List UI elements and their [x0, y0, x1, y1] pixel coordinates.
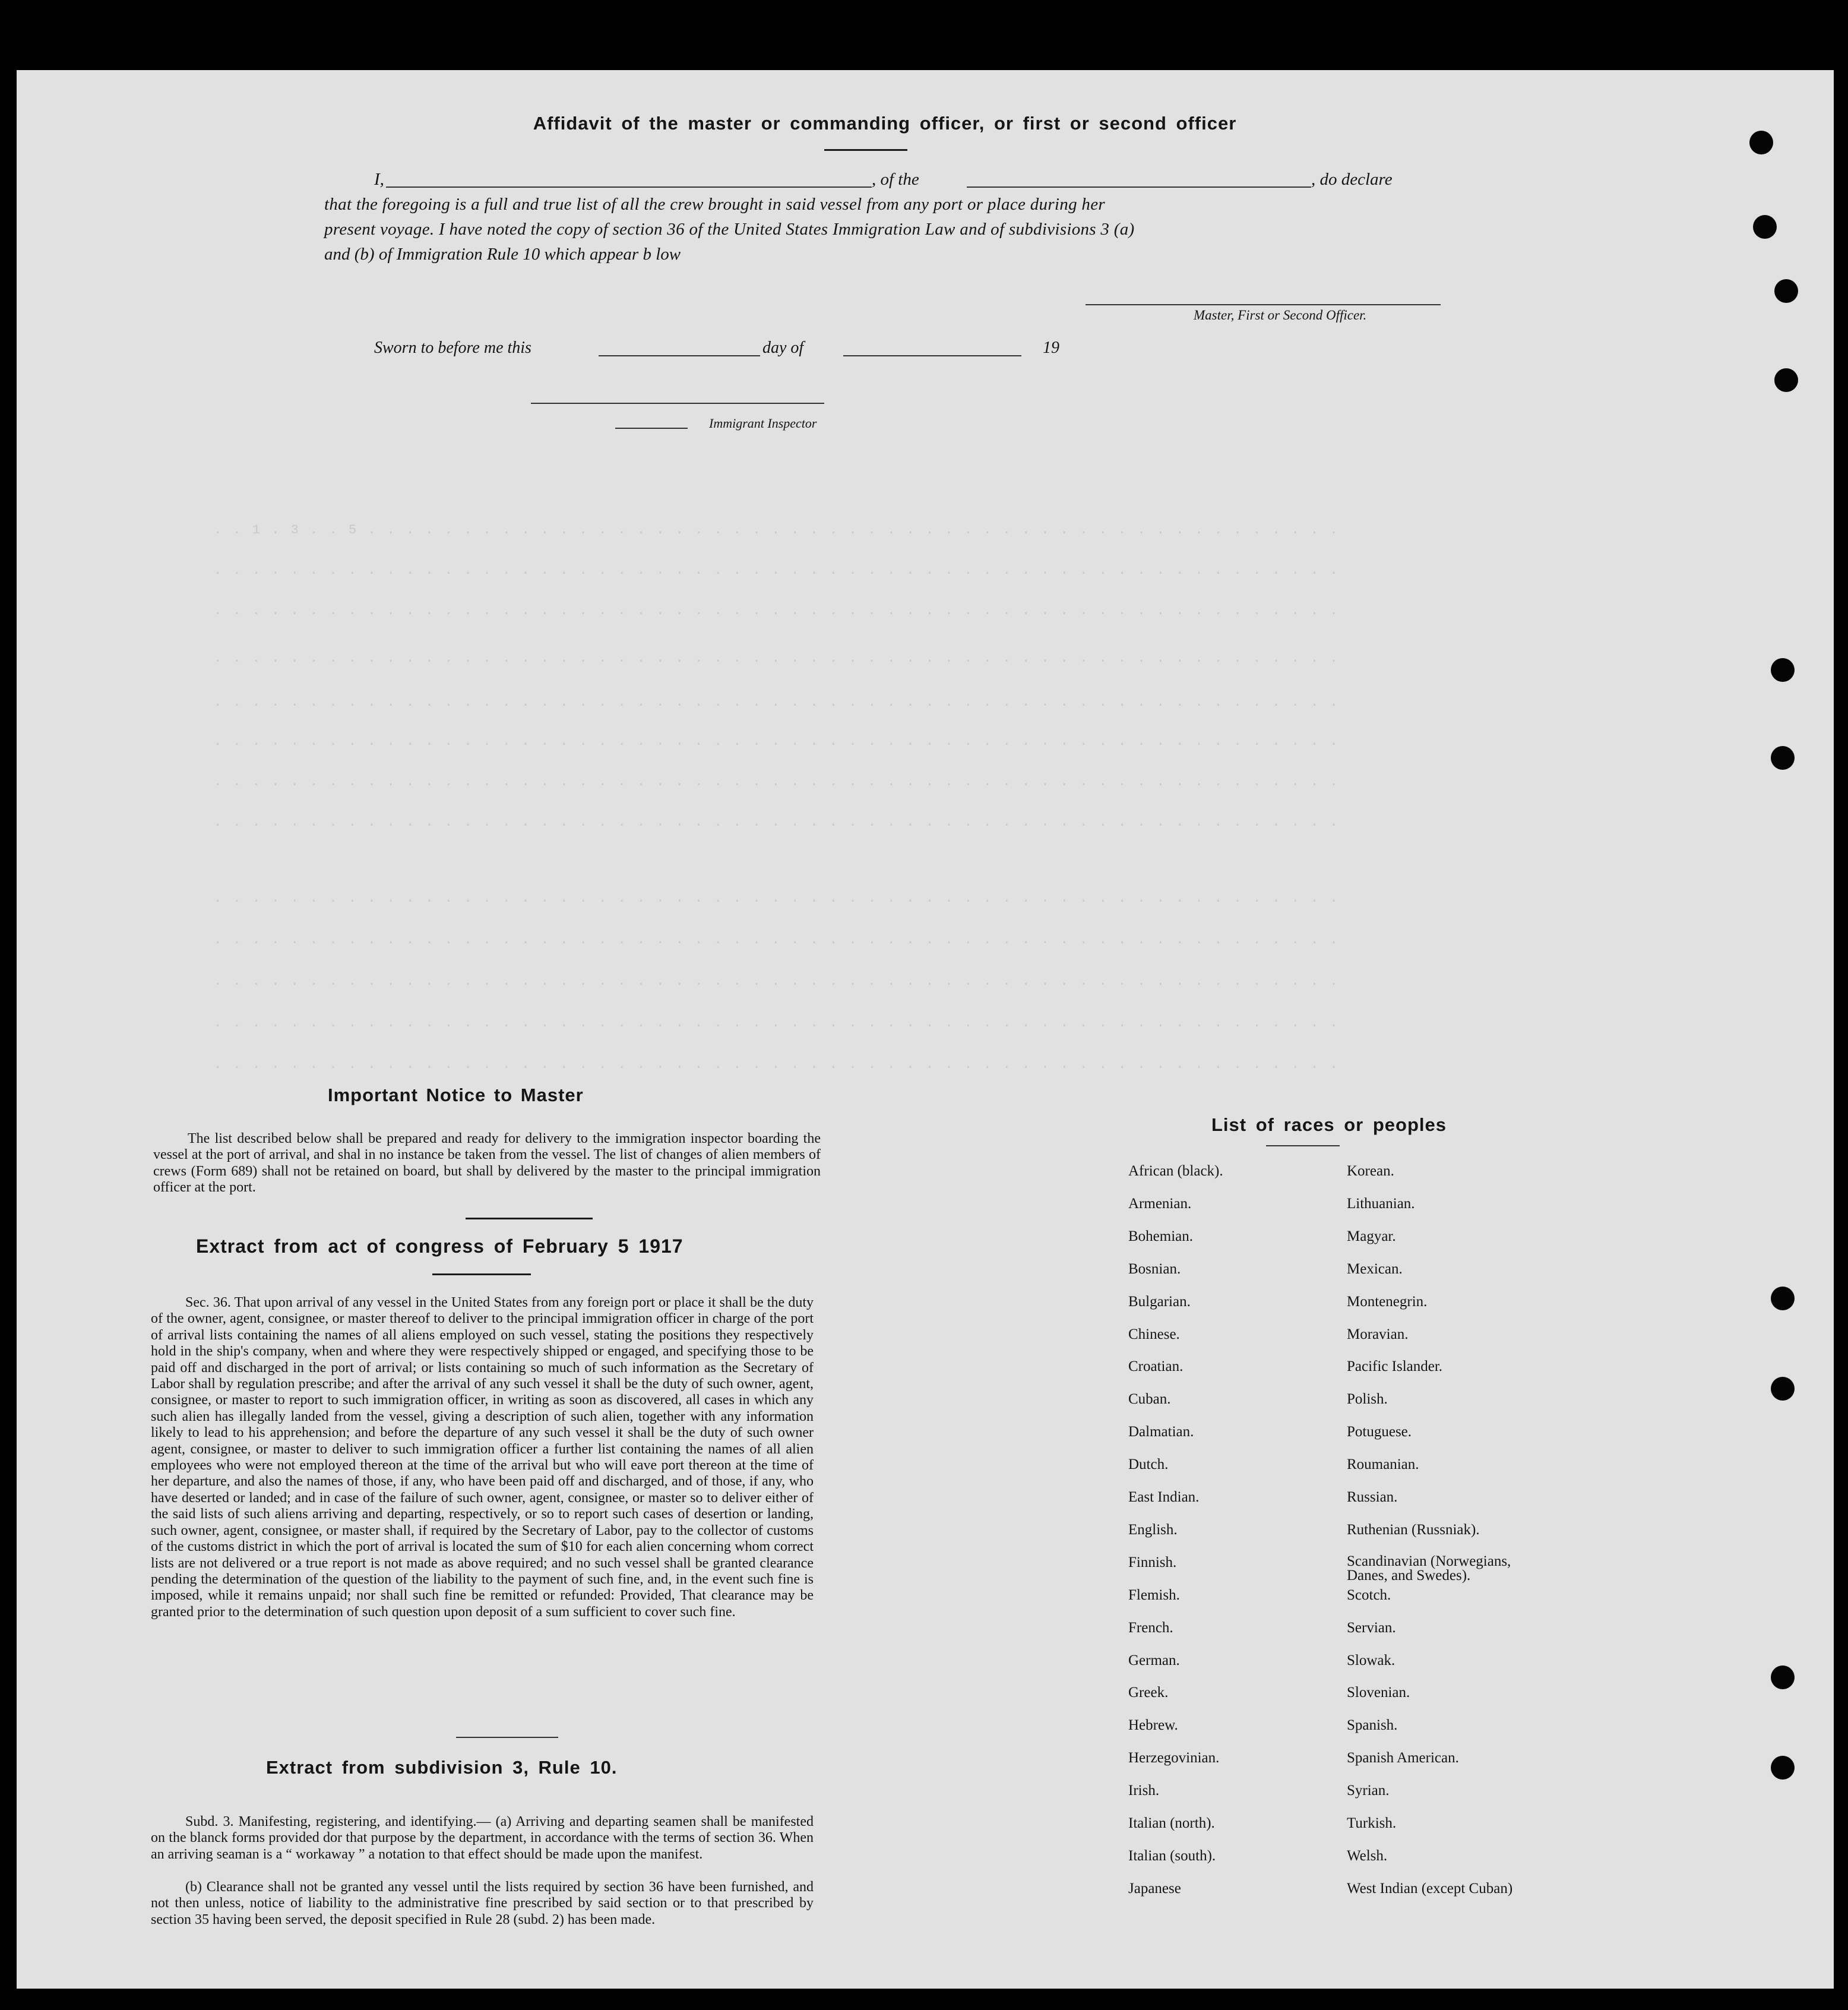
race-item-left: Dalmatian.: [1128, 1424, 1194, 1440]
affidavit-line-4: and (b) of Immigration Rule 10 which appear b low: [324, 245, 681, 264]
race-item-left: English.: [1128, 1521, 1178, 1538]
inspector-signature-line-short: [615, 428, 688, 429]
race-item-right: Syrian.: [1347, 1783, 1390, 1799]
race-item-left: Armenian.: [1128, 1195, 1192, 1212]
punch-hole: [1771, 746, 1795, 770]
race-item-right: Magyar.: [1347, 1228, 1396, 1244]
race-item-right: Slowak.: [1347, 1652, 1396, 1668]
race-item-left: Italian (north).: [1128, 1815, 1215, 1831]
race-item-left: Chinese.: [1128, 1326, 1180, 1342]
race-item-right: Roumanian.: [1347, 1456, 1419, 1473]
affidavit-title: Affidavit of the master or commanding officer, or first or second officer: [533, 113, 1237, 134]
race-item-right: Turkish.: [1347, 1815, 1397, 1831]
punch-hole: [1774, 279, 1798, 303]
race-item-right: Montenegrin.: [1347, 1293, 1428, 1310]
declarant-name-field[interactable]: [386, 187, 872, 188]
race-item-left: German.: [1128, 1652, 1180, 1668]
race-item-left: Herzegovinian.: [1128, 1750, 1220, 1766]
race-item-left: East Indian.: [1128, 1489, 1200, 1505]
affidavit-line-2: that the foregoing is a full and true list of all the crew brought in said vessel from any port or place during her: [324, 195, 1105, 214]
race-item-right: Moravian.: [1347, 1326, 1409, 1342]
sworn-year-label: 19: [1043, 339, 1059, 357]
punch-hole: [1771, 658, 1795, 682]
race-item-left: Hebrew.: [1128, 1717, 1178, 1734]
race-item-right: Russian.: [1347, 1489, 1398, 1505]
race-item-left: Bulgarian.: [1128, 1293, 1191, 1310]
extract-act-text: Sec. 36. That upon arrival of any vessel in the United States from any foreign port or place it shall be the duty of the owner, agent, consignee, or master thereof to deliver to the principal immigration officer in charge of the port of arrival lists containing the names of all aliens employed on such vessel, stating the positions they respectively hold in the ship's company, when and where they were respectively shipped or engaged, and specifying those to be paid off and discharged in the port of arrival; or lists containing so much of such information as the Secretary of Labor shall by regulation prescribe; and after the arrival of any such vessel it shall be the duty of such owner, agent, consignee, or master to report to such immigration officer, in writing as soon as discovered, all cases in which any such alien has illegally landed from the vessel, giving a description of such alien, together with any information likely to lead to his apprehension; and before the departure of any such vessel it shall be the duty of such owner agent, consignee, or master to deliver to such immigration officer a further list containing the names of all alien employees who were not employed thereon at the time of the arrival but who will eave port thereon at the time of her departure, and also the names of those, if any, who have been paid off and discharged, and of those, if any, who have deserted or landed; and in case of the failure of such owner, agent, consignee, or master so to deliver either of the said lists of such aliens arriving and departing, respectively, or so to report such cases of desertion or landing, such owner, agent, consignee, or master shall, if required by the Secretary of Labor, pay to the collector of customs of the customs district in which the port of arrival is located the sum of $10 for each alien concerning whom correct lists are not delivered or a true report is not made as above required; and no such vessel shall be granted clearance pending the determination of the question of the liability to the payment of such fine, and, in the event such fine is imposed, while it remains unpaid; nor shall such fine be remitted or refunded: Provided, That clearance may be granted prior to the determination of such question upon deposit of a sum sufficient to cover such fine.: [151, 1295, 814, 1620]
affidavit-of-the-label: , of the: [872, 170, 919, 189]
affidavit-line-3: present voyage. I have noted the copy of section 36 of the United States Immigration Law and of subdivisions 3 (a): [324, 220, 1135, 239]
race-item-right: Korean.: [1347, 1163, 1394, 1179]
race-item-right: Lithuanian.: [1347, 1195, 1415, 1212]
race-item-left: Bosnian.: [1128, 1260, 1181, 1277]
race-item-right: Polish.: [1347, 1391, 1388, 1408]
sworn-before-label: Sworn to before me this: [374, 339, 531, 357]
races-title: List of races or peoples: [1211, 1114, 1447, 1135]
race-item-left: Cuban.: [1128, 1391, 1171, 1408]
race-item-left: Croatian.: [1128, 1358, 1184, 1375]
punch-hole: [1771, 1377, 1795, 1401]
race-item-right: Spanish.: [1347, 1717, 1398, 1734]
race-item-left: African (black).: [1128, 1163, 1223, 1179]
race-item-right: Welsh.: [1347, 1847, 1388, 1864]
race-item-right: Spanish American.: [1347, 1750, 1459, 1766]
race-item-right: Potuguese.: [1347, 1424, 1412, 1440]
race-item-left: French.: [1128, 1619, 1173, 1636]
extract-rule-para-a: Subd. 3. Manifesting, registering, and identifying.— (a) Arriving and departing seamen shall be manifested on the blanck forms provided dor that purpose by the department, in accordance with the terms of section 36. When an arriving seaman is a “ workaway ” a notation to that effect should be made upon the manifest.: [151, 1814, 814, 1862]
punch-hole: [1771, 1287, 1795, 1310]
extract-act-title: Extract from act of congress of February 5 1917: [196, 1235, 683, 1257]
race-item-left: Japanese: [1128, 1880, 1181, 1897]
notice-title: Important Notice to Master: [328, 1085, 584, 1105]
extract-rule-title: Extract from subdivision 3, Rule 10.: [266, 1757, 618, 1778]
punch-hole: [1749, 131, 1773, 154]
race-item-left: Flemish.: [1128, 1586, 1180, 1603]
affidavit-i-label: I,: [374, 170, 384, 189]
inspector-label: Immigrant Inspector: [709, 416, 817, 431]
affidavit-declare-label: , do declare: [1311, 170, 1393, 189]
race-item-right: Scandinavian (Norwegians, Danes, and Swedes).: [1347, 1553, 1511, 1584]
race-item-left: Irish.: [1128, 1783, 1160, 1799]
race-item-right: Pacific Islander.: [1347, 1358, 1443, 1375]
punch-hole: [1774, 368, 1798, 392]
officer-signature-label: Master, First or Second Officer.: [1194, 308, 1367, 323]
extract-rule-para-b: (b) Clearance shall not be granted any vessel until the lists required by section 36 have been furnished, and not then unless, notice of liability to the administrative fine prescribed by said section or to that prescribed by section 35 having been served, the deposit specified in Rule 28 (subd. 2) has been made.: [151, 1879, 814, 1927]
race-item-left: Bohemian.: [1128, 1228, 1194, 1244]
race-item-left: Greek.: [1128, 1685, 1169, 1701]
sworn-date-field[interactable]: [599, 355, 760, 356]
sworn-month-field[interactable]: [843, 355, 1021, 356]
officer-signature-line[interactable]: [1086, 304, 1441, 305]
inspector-signature-line[interactable]: [531, 403, 824, 404]
race-item-right: West Indian (except Cuban): [1347, 1880, 1513, 1897]
race-item-left: Dutch.: [1128, 1456, 1169, 1473]
sworn-day-of-label: day of: [762, 339, 804, 357]
punch-hole: [1753, 215, 1777, 239]
race-item-right: Slovenian.: [1347, 1685, 1410, 1701]
vessel-name-field[interactable]: [967, 187, 1311, 188]
race-item-right: Ruthenian (Russniak).: [1347, 1521, 1480, 1538]
race-item-right: Servian.: [1347, 1619, 1396, 1636]
notice-text: The list described below shall be prepared and ready for delivery to the immigration inspector boarding the vessel at the port of arrival, and shal in no instance be taken from the vessel. The list of changes of alien members of crews (Form 689) shall not be retained on board, but shall by delivered by the master to the principal immigration officer at the port.: [153, 1131, 821, 1196]
punch-hole: [1771, 1756, 1795, 1780]
race-item-left: Italian (south).: [1128, 1847, 1216, 1864]
race-item-left: Finnish.: [1128, 1554, 1177, 1570]
punch-hole: [1771, 1665, 1795, 1689]
race-item-right: Scotch.: [1347, 1586, 1391, 1603]
race-item-right: Mexican.: [1347, 1260, 1403, 1277]
